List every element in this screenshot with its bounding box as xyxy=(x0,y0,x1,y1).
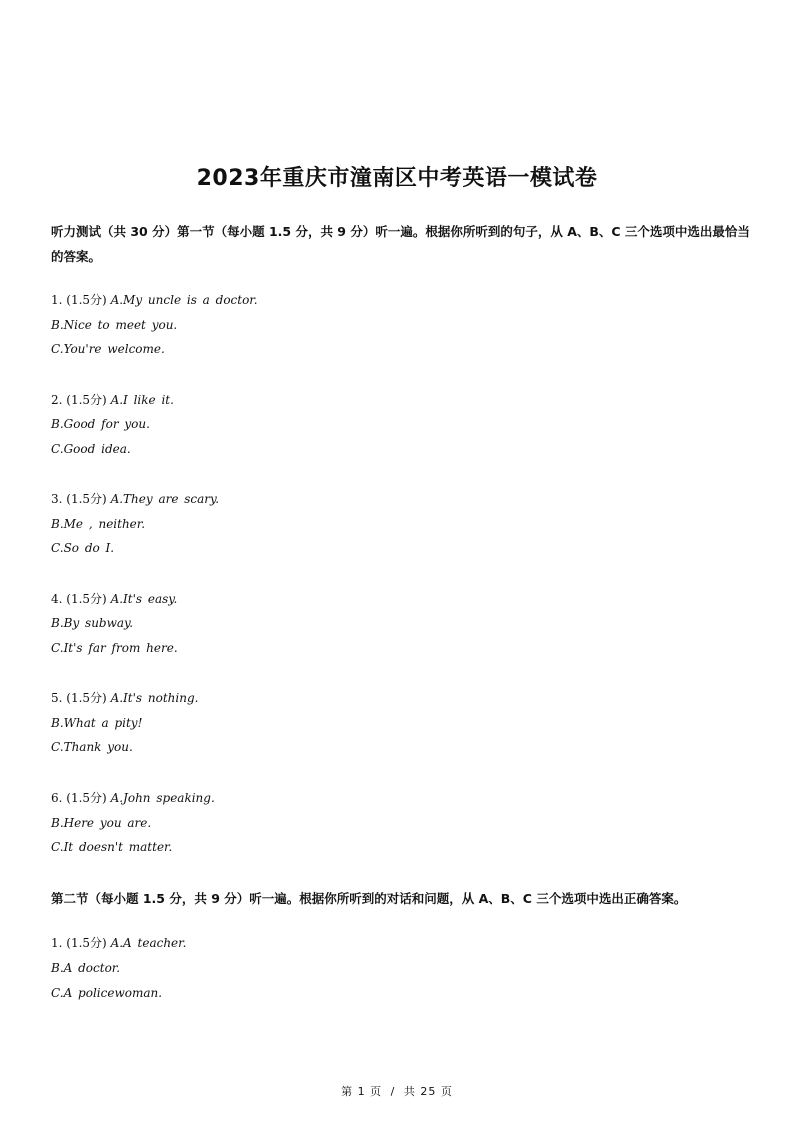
option-a: A.A teacher. xyxy=(110,936,187,950)
option-a: A.John speaking. xyxy=(110,791,215,805)
question-score: (1.5分) xyxy=(66,293,107,307)
question-number: 3. xyxy=(51,492,63,506)
option-b: B.Good for you. xyxy=(51,417,150,431)
option-a: A.My uncle is a doctor. xyxy=(110,293,258,307)
question-line xyxy=(51,690,198,706)
option-c: C.A policewoman. xyxy=(51,986,163,1000)
option-b: B.A doctor. xyxy=(51,961,121,975)
option-a: A.It's nothing. xyxy=(110,691,199,705)
page-title: 2023年重庆市潼南区中考英语一模试卷 xyxy=(196,166,598,191)
question-number: 1. xyxy=(51,293,63,307)
option-c: C.You're welcome. xyxy=(51,342,165,356)
question-number: 5. xyxy=(51,691,63,705)
question-number: 6. xyxy=(51,791,63,805)
question-line xyxy=(51,790,215,806)
page-total: 共 25 页 xyxy=(403,1085,453,1098)
option-b: B.Nice to meet you. xyxy=(51,318,178,332)
question-score: (1.5分) xyxy=(66,393,107,407)
question-score: (1.5分) xyxy=(66,492,107,506)
option-b: B.By subway. xyxy=(51,616,134,630)
question-number: 2. xyxy=(51,393,63,407)
question-line xyxy=(51,935,186,951)
question-number: 1. xyxy=(51,936,63,950)
question-line xyxy=(51,591,177,607)
option-a: A.They are scary. xyxy=(110,492,220,506)
option-c: C.Thank you. xyxy=(51,740,133,754)
option-b: B.Me , neither. xyxy=(51,517,146,531)
question-line xyxy=(51,392,174,408)
option-a: A.I like it. xyxy=(110,393,174,407)
page-footer xyxy=(0,1083,794,1099)
section1-heading: 听力测试（共 30 分）第一节（每小题 1.5 分，共 9 分）听一遍。根据你所听到的句子，从 A、B、C 三个选项中选出最恰当的答案。 xyxy=(51,224,750,264)
option-a: A.It's easy. xyxy=(110,592,178,606)
page-number: 第 1 页 xyxy=(341,1085,383,1098)
option-c: C.It doesn't matter. xyxy=(51,840,173,854)
question-score: (1.5分) xyxy=(66,592,107,606)
question-score: (1.5分) xyxy=(66,791,107,805)
option-c: C.Good idea. xyxy=(51,442,131,456)
option-c: C.So do I. xyxy=(51,541,115,555)
option-c: C.It's far from here. xyxy=(51,641,178,655)
question-number: 4. xyxy=(51,592,63,606)
question-line xyxy=(51,491,219,507)
option-b: B.Here you are. xyxy=(51,816,152,830)
section2-heading: 第二节（每小题 1.5 分，共 9 分）听一遍。根据你所听到的对话和问题，从 A、B、C 三个选项中选出正确答案。 xyxy=(51,891,687,906)
option-b: B.What a pity! xyxy=(51,716,143,730)
page-separator: / xyxy=(390,1085,396,1098)
question-score: (1.5分) xyxy=(66,936,107,950)
question-line xyxy=(51,292,258,308)
question-score: (1.5分) xyxy=(66,691,107,705)
